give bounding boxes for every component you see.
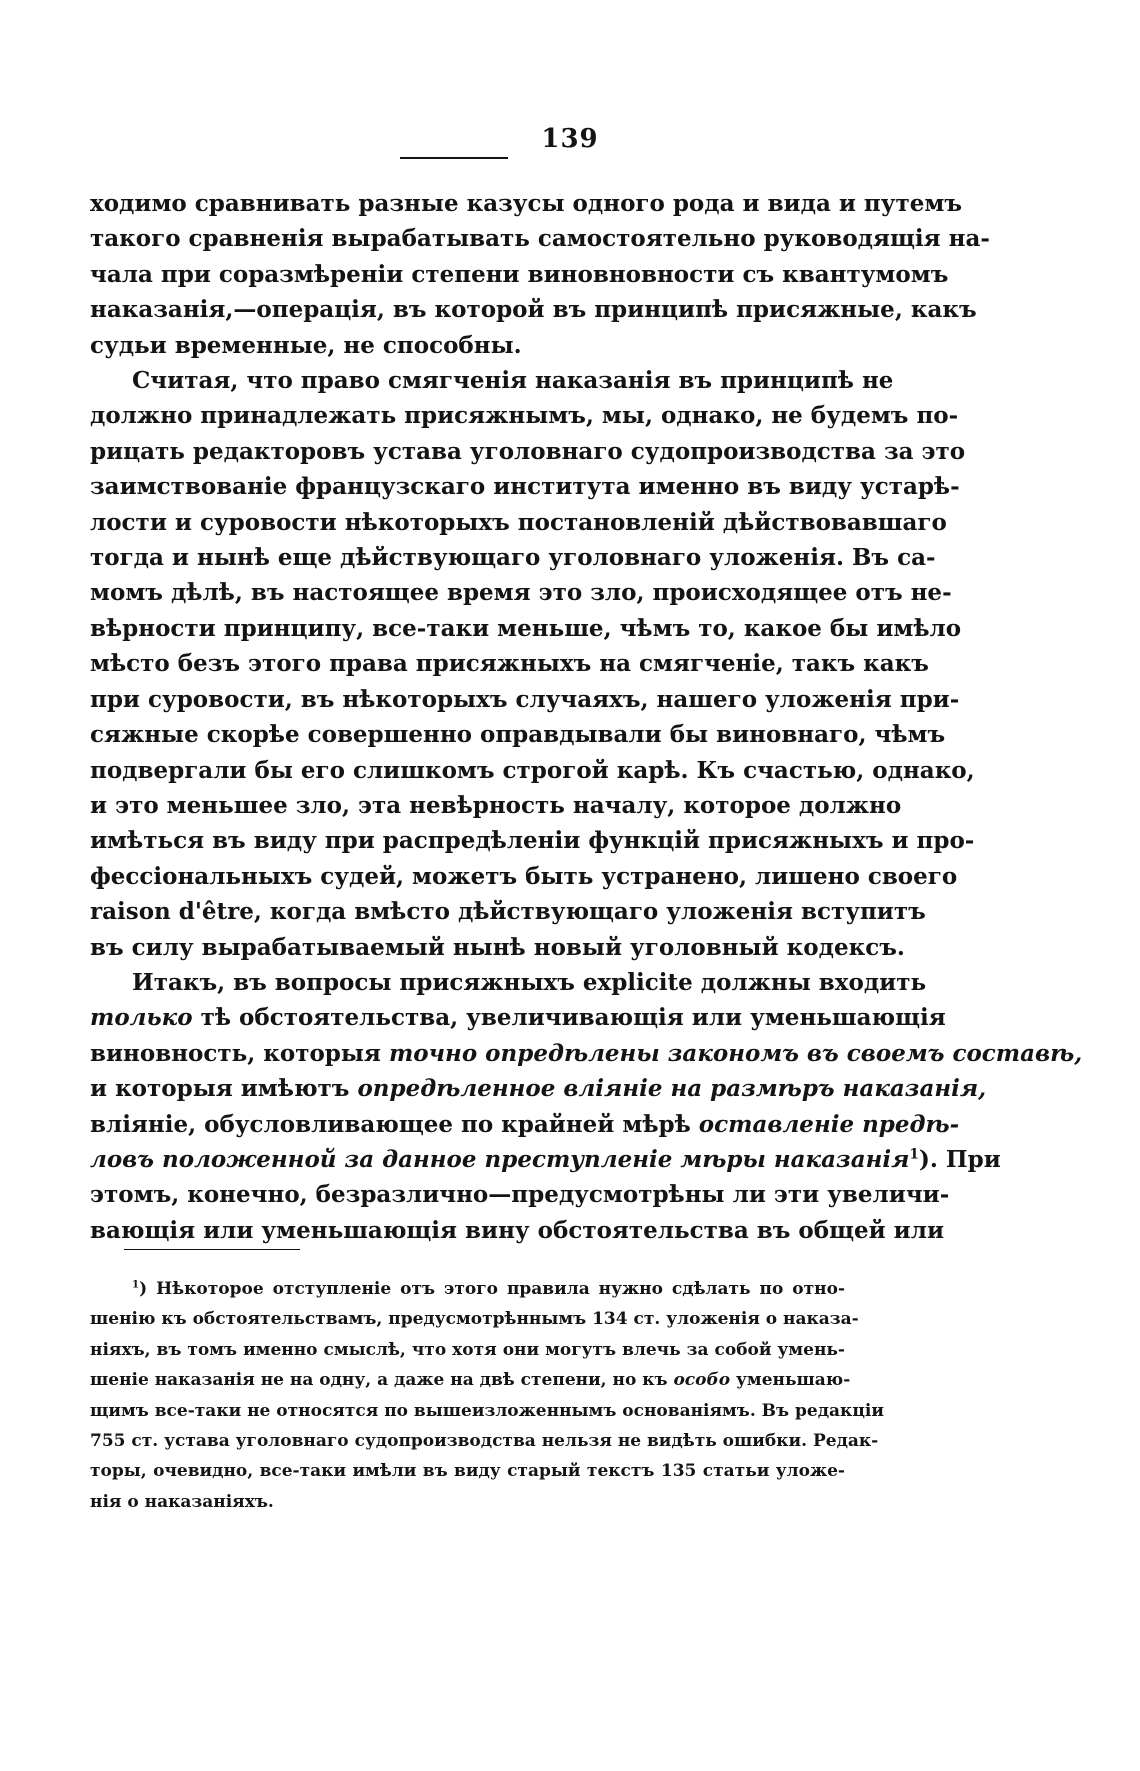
text-line: при суровости, въ нѣкоторыхъ случаяхъ, нашего уложенія при- — [90, 685, 960, 713]
footnote-ref[interactable]: 1 — [909, 1146, 920, 1163]
text-line — [90, 1107, 960, 1142]
text-line — [90, 1071, 987, 1106]
text-line: и это меньшее зло, эта невѣрность началу, которое должно — [90, 791, 902, 819]
text-segment: и которыя имѣютъ — [90, 1075, 358, 1103]
text-line: этомъ, конечно, безразлично—предусмотрѣны ли эти увеличи- — [90, 1181, 950, 1209]
text-line: мѣсто безъ этого права присяжныхъ на смягченіе, такъ какъ — [90, 650, 929, 678]
text-line: имѣться въ виду при распредѣленіи функцій присяжныхъ и про- — [90, 827, 975, 855]
text-line — [90, 1036, 1083, 1071]
text-line: фессіональныхъ судей, можетъ быть устранено, лишено своего — [90, 862, 958, 890]
footnote-marker: 1 — [132, 1278, 140, 1291]
text-line: сяжные скорѣе совершенно оправдывали бы виновнаго, чѣмъ — [90, 721, 946, 749]
body-text — [90, 186, 1083, 1248]
page-number: 139 — [541, 124, 599, 154]
text-segment: тѣ обстоятельства, увеличивающія или уменьшающія — [192, 1004, 946, 1032]
footnote — [90, 1274, 884, 1517]
text-line: вающія или уменьшающія вину обстоятельства въ общей или — [90, 1216, 945, 1244]
text-line: лости и суровости нѣкоторыхъ постановленій дѣйствовавшаго — [90, 508, 947, 536]
text-segment: виновность, которыя — [90, 1039, 389, 1067]
text-line: заимствованіе французскаго института именно въ виду устарѣ- — [90, 473, 960, 501]
footnote-line: нія о наказаніяхъ. — [90, 1491, 274, 1512]
text-line: судьи временные, не способны. — [90, 331, 522, 359]
footnote-line: торы, очевидно, все-таки имѣли въ виду старый текстъ 135 статьи уложе- — [90, 1461, 845, 1482]
text-segment: ) Нѣкоторое отступленіе отъ этого правила нужно сдѣлать по отно- — [139, 1279, 845, 1299]
text-line: raison d'être, когда вмѣсто дѣйствующаго уложенія вступитъ — [90, 898, 926, 926]
text-line: рицать редакторовъ устава уголовнаго судопроизводства за это — [90, 437, 966, 465]
footnote-line — [90, 1274, 845, 1304]
text-line: тогда и нынѣ еще дѣйствующаго уголовнаго уложенія. Въ са- — [90, 544, 936, 572]
text-segment: вліяніе, обусловливающее по крайней мѣрѣ — [90, 1110, 699, 1138]
text-line — [90, 1142, 1001, 1177]
text-line: ходимо сравнивать разные казусы одного рода и вида и путемъ — [90, 190, 962, 217]
footnote-line: щимъ все-таки не относятся по вышеизложеннымъ основаніямъ. Въ редакціи — [90, 1400, 884, 1421]
text-segment: уменьшаю- — [730, 1370, 851, 1391]
italic-phrase: опредѣленное вліяніе на размѣръ наказанія, — [357, 1075, 987, 1103]
page-number-rule — [400, 157, 508, 159]
text-line: Итакъ, въ вопросы присяжныхъ explicite должны входить — [132, 968, 927, 996]
text-line: въ силу вырабатываемый нынѣ новый уголовный кодексъ. — [90, 933, 905, 961]
italic-phrase: точно опредѣлены закономъ въ своемъ составѣ, — [388, 1039, 1083, 1067]
text-line: такого сравненія вырабатывать самостоятельно руководящія на- — [90, 225, 990, 253]
footnote-line: 755 ст. устава уголовнаго судопроизводства нельзя не видѣть ошибки. Редак- — [90, 1431, 879, 1452]
text-line — [90, 1000, 946, 1035]
italic-phrase: особо — [673, 1370, 731, 1391]
footnote-line — [90, 1365, 851, 1395]
text-line: Считая, что право смягченія наказанія въ принципѣ не — [132, 367, 894, 395]
footnote-line: ніяхъ, въ томъ именно смыслѣ, что хотя они могутъ влечь за собой умень- — [90, 1339, 845, 1360]
text-line: момъ дѣлѣ, въ настоящее время это зло, происходящее отъ не- — [90, 579, 952, 607]
text-segment: ). При — [919, 1145, 1001, 1173]
text-line: должно принадлежать присяжнымъ, мы, однако, не будемъ по- — [90, 402, 959, 430]
footnote-rule — [124, 1249, 300, 1250]
italic-phrase: оставленіе предѣ- — [698, 1110, 960, 1138]
italic-phrase: только — [90, 1004, 193, 1032]
text-line: чала при соразмѣреніи степени виновновности съ квантумомъ — [90, 260, 949, 288]
text-line: наказанія,—операція, въ которой въ принципѣ присяжные, какъ — [90, 296, 977, 324]
text-line: вѣрности принципу, все-таки меньше, чѣмъ то, какое бы имѣло — [90, 614, 962, 642]
text-line: подвергали бы его слишкомъ строгой карѣ. Къ счастью, однако, — [90, 756, 975, 784]
text-segment: шеніе наказанія не на одну, а даже на двѣ степени, но къ — [90, 1370, 674, 1391]
footnote-line: шенію къ обстоятельствамъ, предусмотрѣннымъ 134 ст. уложенія о наказа- — [90, 1309, 859, 1330]
italic-phrase: ловъ положенной за данное преступленіе мѣры наказанія — [90, 1145, 910, 1173]
